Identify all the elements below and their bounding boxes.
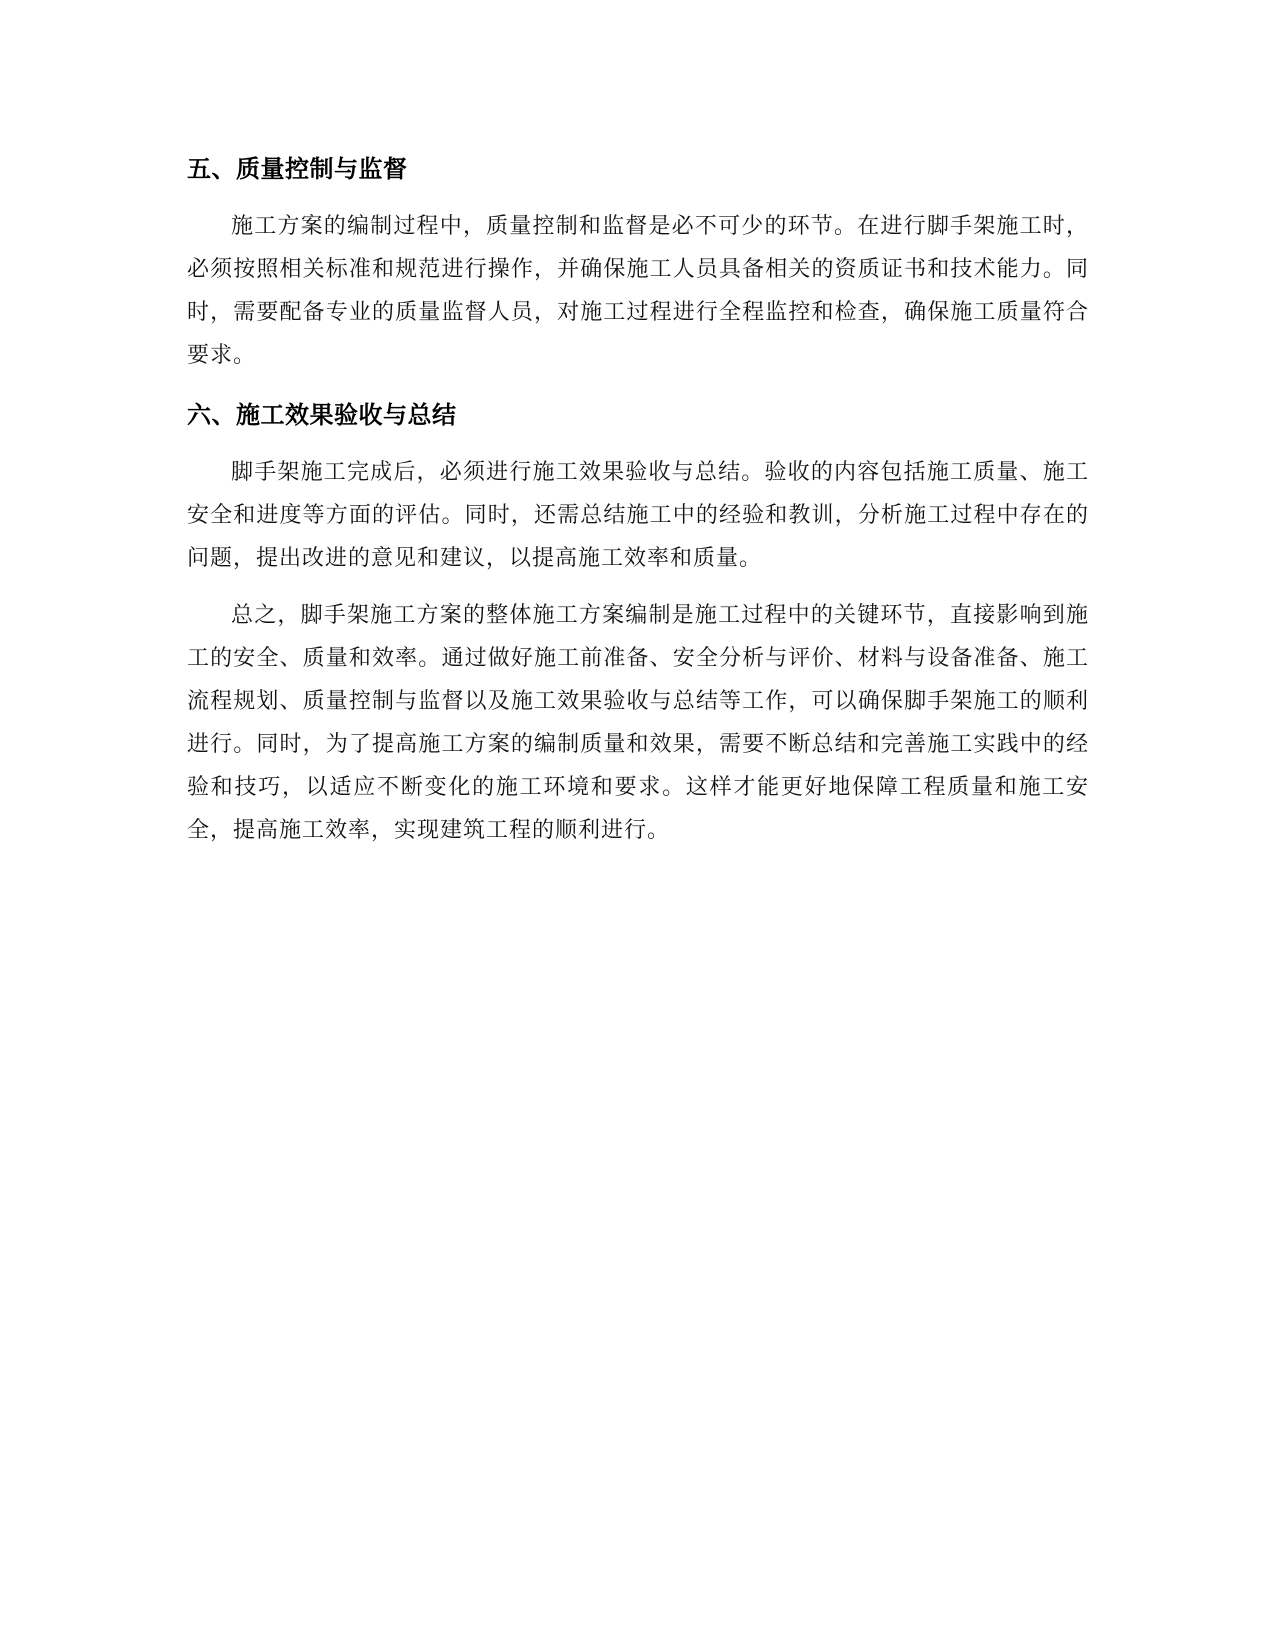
spacer	[187, 439, 1089, 451]
section-heading-acceptance-summary: 六、施工效果验收与总结	[187, 401, 457, 429]
paragraph-conclusion: 总之，脚手架施工方案的整体施工方案编制是施工过程中的关键环节，直接影响到施工的安全、质量和效率。通过做好施工前准备、安全分析与评价、材料与设备准备、施工流程规划、质量控制与监督以及施工效果验收与总结等工作，可以确保脚手架施工的顺利进行。同时，为了提高施工方案的编制质量和效果，需要不断总结和完善施工实践中的经验和技巧，以适应不断变化的施工环境和要求。这样才能更好地保障工程质量和施工安全，提高施工效率，实现建筑工程的顺利进行。	[187, 603, 1089, 843]
section-heading-quality-control: 五、质量控制与监督	[187, 155, 408, 183]
spacer	[187, 377, 1089, 391]
spacer	[187, 580, 1089, 594]
paragraph-acceptance-summary: 脚手架施工完成后，必须进行施工效果验收与总结。验收的内容包括施工质量、施工安全和进度等方面的评估。同时，还需总结施工中的经验和教训，分析施工过程中存在的问题，提出改进的意见和建议，以提高施工效率和质量。	[187, 460, 1089, 571]
spacer	[187, 193, 1089, 205]
paragraph-quality-control: 施工方案的编制过程中，质量控制和监督是必不可少的环节。在进行脚手架施工时，必须按照相关标准和规范进行操作，并确保施工人员具备相关的资质证书和技术能力。同时，需要配备专业的质量监督人员，对施工过程进行全程监控和检查，确保施工质量符合要求。	[187, 214, 1089, 368]
page-content	[187, 145, 1089, 852]
